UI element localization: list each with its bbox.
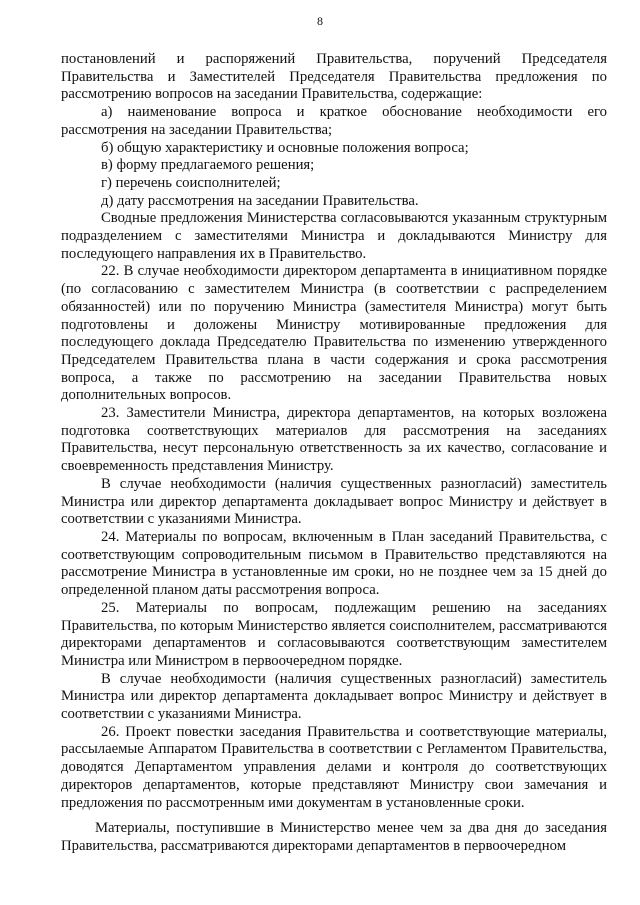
list-item-v: в) форму предлагаемого решения; (101, 157, 315, 174)
paragraph-late-materials: Материалы, поступившие в Министерство менее чем за два дня до заседания Правительства, рассматриваются директорами департаментов в первоочередном (61, 820, 607, 854)
document-body (61, 51, 607, 856)
list-item-g: г) перечень соисполнителей; (101, 174, 281, 191)
paragraph-26: 26. Проект повестки заседания Правительства и соответствующие материалы, рассылаемые Аппаратом Правительства в соответствии с Регламентом Правительства, доводятся Департаментом управления делами и контроля до соответствующих директоров департаментов, которые представляют Министру свои замечания и предложения по рассмотренным ими документам в установленные сроки. (61, 723, 607, 811)
paragraph-25: 25. Материалы по вопросам, подлежащим решению на заседаниях Правительства, по которым Министерство является соисполнителем, рассматриваются директорами департаментов и согласовываются соответствующим заместителем Министра или Министром в первоочередном порядке. (61, 599, 607, 669)
paragraph-22: 22. В случае необходимости директором департамента в инициативном порядке (по согласованию с заместителем Министра (в соответствии с распределением обязанностей) или по поручению Министра (заместителя Министра) могут быть подготовлены и доложены Министру мотивированные предложения для последующего доклада Председателю Правительства по изменению утвержденного Председателем Правительства плана в части содержания и срока рассмотрения вопроса, а также по рассмотрению на заседании Правительства новых дополнительных вопросов. (61, 263, 607, 404)
paragraph-23-disagreements: В случае необходимости (наличия существенных разногласий) заместитель Министра или директор департамента докладывает вопрос Министру и действует в соответствии с указаниями Министра. (61, 475, 607, 528)
paragraph-25-disagreements: В случае необходимости (наличия существенных разногласий) заместитель Министра или директор департамента докладывает вопрос Министру и действует в соответствии с указаниями Министра. (61, 670, 607, 723)
list-item-a: а) наименование вопроса и краткое обоснование необходимости его рассмотрения на заседании Правительства; (61, 104, 607, 138)
paragraph-summary-proposals: Сводные предложения Министерства согласовываются указанным структурным подразделением с заместителями Министра и докладываются Министру для последующего направления их в Правительство. (61, 210, 607, 262)
paragraph-23: 23. Заместители Министра, директора департаментов, на которых возложена подготовка соответствующих материалов для рассмотрения на заседаниях Правительства, несут персональную ответственность за их качество, согласование и своевременность представления Министру. (61, 405, 607, 475)
page-number: 8 (317, 14, 323, 28)
paragraph-intro-continuation: постановлений и распоряжений Правительства, поручений Председателя Правительства и Заместителей Председателя Правительства предложения по рассмотрению вопросов на заседании Правительства, содержащие: (61, 51, 607, 103)
paragraph-24: 24. Материалы по вопросам, включенным в План заседаний Правительства, с соответствующим сопроводительным письмом в Правительство представляются на рассмотрение Министра в установленные им сроки, но не позднее чем за 15 дней до определенной планом даты рассмотрения вопроса. (61, 528, 607, 599)
list-item-b: б) общую характеристику и основные положения вопроса; (101, 139, 469, 156)
list-item-d: д) дату рассмотрения на заседании Правительства. (101, 192, 419, 209)
